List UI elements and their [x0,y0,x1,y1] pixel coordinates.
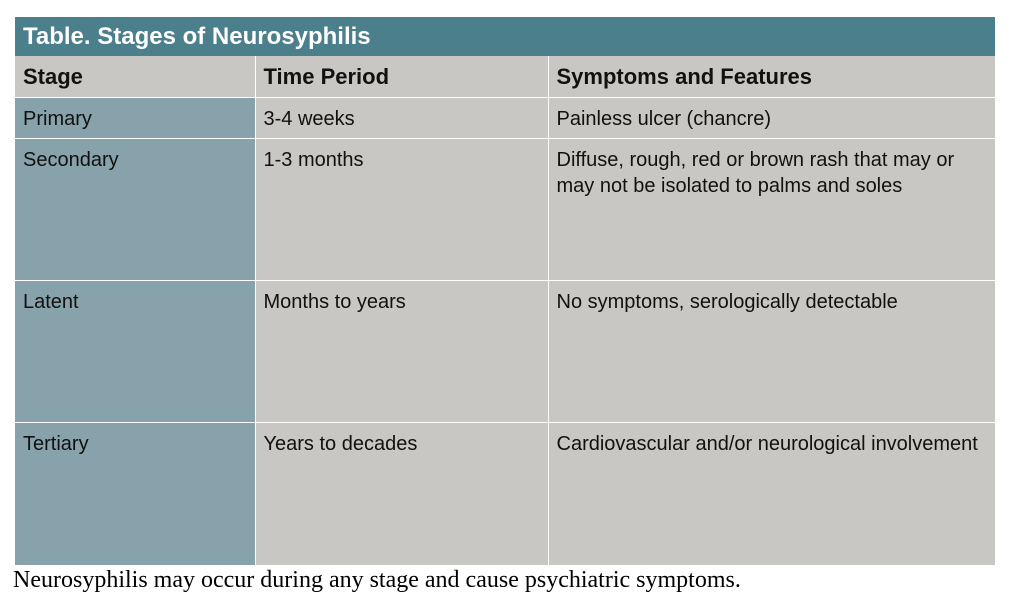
neurosyphilis-table [15,17,995,565]
time-period-cell: 3-4 weeks [255,97,548,138]
table-row [15,138,995,280]
stage-cell: Tertiary [15,422,255,565]
stage-cell: Latent [15,280,255,422]
symptoms-cell: Painless ulcer (chancre) [548,97,995,138]
symptoms-cell: Diffuse, rough, red or brown rash that may or may not be isolated to palms and soles [548,138,995,280]
header-stage: Stage [15,56,255,97]
symptoms-cell: Cardiovascular and/or neurological involvement [548,422,995,565]
table-row [15,422,995,565]
table-title: Table. Stages of Neurosyphilis [15,17,995,56]
time-period-cell: Months to years [255,280,548,422]
table-row [15,97,995,138]
stage-cell: Secondary [15,138,255,280]
time-period-cell: 1-3 months [255,138,548,280]
stages-table [15,56,995,565]
stage-cell: Primary [15,97,255,138]
table-row [15,280,995,422]
caption-text: Neurosyphilis may occur during any stage and cause psychiatric symptoms. [13,567,741,593]
header-symptoms: Symptoms and Features [548,56,995,97]
header-time-period: Time Period [255,56,548,97]
time-period-cell: Years to decades [255,422,548,565]
symptoms-cell: No symptoms, serologically detectable [548,280,995,422]
header-row [15,56,995,97]
